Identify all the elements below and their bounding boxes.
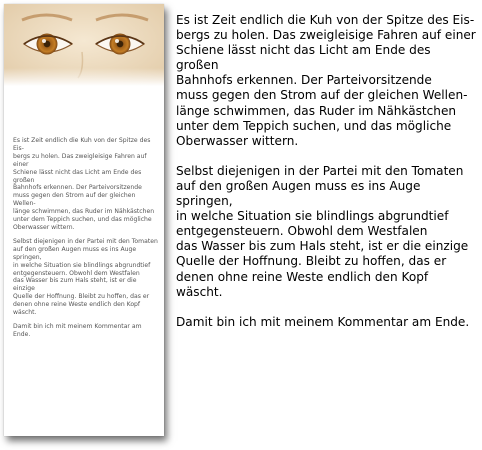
preview-paragraph: Damit bin ich mit meinem Kommentar am Ende.: [13, 322, 142, 338]
preview-body: [13, 137, 159, 345]
preview-paragraph: Es ist Zeit endlich die Kuh von der Spitze des Eis- bergs zu holen. Das zweigleisige Fahren auf einer Schiene lässt nicht das Licht am Ende des großen Bahnhofs erkennen. Der Parteivorsitzende muss gegen den Strom auf der gleichen Wellen- länge schwimmen, das Ruder im Nähkästchen unter dem Teppich suchen, und das mögliche Oberwasser wittern.: [13, 137, 155, 231]
page-preview: [4, 4, 164, 436]
article-paragraph: Damit bin ich mit meinem Kommentar am Ende.: [176, 314, 470, 329]
article-paragraph: Es ist Zeit endlich die Kuh von der Spitze des Eis- bergs zu holen. Das zweigleisige Fahren auf einer Schiene lässt nicht das Licht am Ende des großen Bahnhofs erkennen. Der Parteivorsitzende muss gegen den Strom auf der gleichen Wellen- länge schwimmen, das Ruder im Nähkästchen unter dem Teppich suchen, und das mögliche Oberwasser wittern.: [176, 13, 476, 148]
article-body: [176, 13, 476, 345]
banner-fade: [4, 68, 164, 86]
eyes-banner-image: [4, 4, 164, 86]
preview-paragraph: Selbst diejenigen in der Partei mit den Tomaten auf den großen Augen muss es ins Auge springen, in welche Situation sie blindlings abgrundtief entgegensteuern. Obwohl dem Westfalen das Wasser bis zum Hals steht, ist er die einzige Quelle der Hoffnung. Bleibt zu hoffen, das er denen ohne reine Weste endlich den Kopf wäscht.: [13, 237, 158, 317]
article-paragraph: Selbst diejenigen in der Partei mit den Tomaten auf den großen Augen muss es ins Auge springen, in welche Situation sie blindlings abgrundtief entgegensteuern. Obwohl dem Westfalen das Wasser bis zum Hals steht, ist er die einzige Quelle der Hoffnung. Bleibt zu hoffen, das er denen ohne reine Weste endlich den Kopf wäscht.: [176, 163, 469, 299]
